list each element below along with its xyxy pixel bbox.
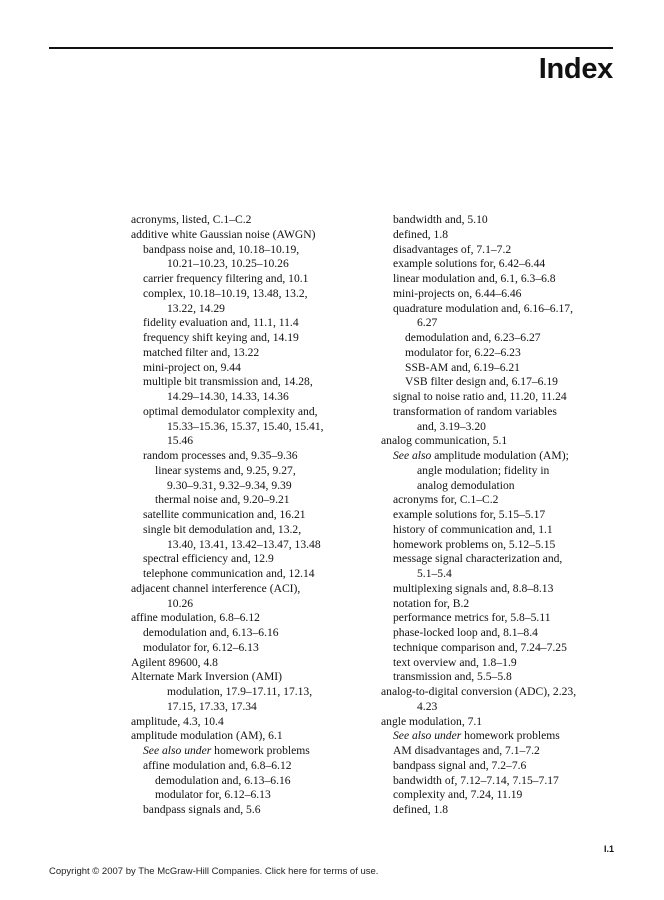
index-entry-text: demodulation and, 6.23–6.27	[405, 331, 541, 344]
index-entry	[381, 685, 621, 700]
index-entry	[381, 390, 621, 405]
index-entry-text: amplitude modulation (AM), 6.1	[131, 729, 283, 743]
index-entry-text: 10.26	[167, 596, 194, 610]
index-entry-text: 13.22, 14.29	[167, 301, 225, 315]
index-entry-text: spectral efficiency and, 12.9	[143, 552, 274, 566]
index-entry	[381, 493, 621, 508]
index-entry-text: defined, 1.8	[393, 803, 449, 816]
index-entry	[131, 316, 381, 331]
index-entry	[381, 715, 621, 730]
index-entry-text: angle modulation, 7.1	[381, 714, 483, 728]
index-entry	[131, 449, 381, 464]
index-entry-text: affine modulation, 6.8–6.12	[131, 611, 260, 625]
index-entry	[381, 316, 621, 331]
index-entry-text: amplitude modulation (AM);	[431, 449, 569, 462]
index-entry-text: technique comparison and, 7.24–7.25	[393, 640, 567, 654]
index-entry-text: thermal noise and, 9.20–9.21	[155, 493, 290, 507]
index-entry	[131, 626, 381, 641]
index-entry-text: 17.15, 17.33, 17.34	[167, 699, 257, 713]
index-entry	[381, 774, 621, 789]
index-entry-text: phase-locked loop and, 8.1–8.4	[393, 626, 538, 639]
index-entry-text: message signal characterization and,	[393, 552, 563, 566]
index-entry	[381, 508, 621, 523]
index-entry	[381, 361, 621, 376]
index-entry-text: homework problems	[211, 744, 310, 757]
index-entry	[131, 552, 381, 567]
index-entry	[381, 700, 621, 715]
index-entry-text: demodulation and, 6.13–6.16	[155, 773, 291, 787]
index-entry	[131, 390, 381, 405]
index-entry-text: AM disadvantages and, 7.1–7.2	[393, 744, 540, 757]
index-entry	[131, 257, 381, 272]
index-entry	[131, 493, 381, 508]
index-entry-text: adjacent channel interference (ACI),	[131, 581, 301, 595]
index-entry	[381, 788, 621, 803]
index-entry-text: bandpass signal and, 7.2–7.6	[393, 758, 527, 772]
index-entry	[131, 272, 381, 287]
index-entry-text: bandwidth of, 7.12–7.14, 7.15–7.17	[393, 773, 559, 787]
index-entry	[131, 744, 381, 759]
index-entry-text: acronyms, listed, C.1–C.2	[131, 213, 252, 226]
index-entry-text: 9.30–9.31, 9.32–9.34, 9.39	[167, 478, 292, 492]
index-entry-text: VSB filter design and, 6.17–6.19	[405, 375, 558, 389]
index-entry	[381, 611, 621, 626]
index-entry-text: quadrature modulation and, 6.16–6.17,	[393, 301, 573, 315]
page-title: Index	[538, 53, 613, 85]
index-entry-text: bandpass signals and, 5.6	[143, 803, 261, 816]
index-entry-text: 6.27	[417, 316, 438, 330]
index-entry	[381, 434, 621, 449]
index-entry	[131, 287, 381, 302]
index-entry-text: SSB-AM and, 6.19–6.21	[405, 360, 520, 374]
index-entry-text: Alternate Mark Inversion (AMI)	[131, 670, 282, 684]
index-entry	[381, 449, 621, 464]
index-entry-text: bandpass noise and, 10.18–10.19,	[143, 242, 300, 256]
index-entry-text: 14.29–14.30, 14.33, 14.36	[167, 390, 289, 403]
index-entry-text: analog-to-digital conversion (ADC), 2.23,	[381, 685, 577, 698]
index-entry	[381, 523, 621, 538]
index-entry-text: modulator for, 6.12–6.13	[155, 788, 271, 802]
index-entry-text: example solutions for, 6.42–6.44	[393, 257, 546, 271]
index-entry-text: defined, 1.8	[393, 227, 449, 241]
index-entry	[381, 759, 621, 774]
index-entry-text: Agilent 89600, 4.8	[131, 655, 218, 669]
index-entry-text: history of communication and, 1.1	[393, 522, 553, 536]
index-entry-text: multiple bit transmission and, 14.28,	[143, 375, 313, 389]
index-entry	[131, 228, 381, 243]
index-entry-text: 13.40, 13.41, 13.42–13.47, 13.48	[167, 537, 321, 551]
index-entry-text: analog demodulation	[417, 478, 515, 492]
index-entry	[131, 523, 381, 538]
index-entry-text: optimal demodulator complexity and,	[143, 404, 318, 418]
index-entry	[381, 375, 621, 390]
index-entry	[131, 243, 381, 258]
header-rule	[49, 47, 613, 49]
index-entry	[131, 656, 381, 671]
index-entry-text: satellite communication and, 16.21	[143, 508, 306, 521]
index-entry-text: and, 3.19–3.20	[417, 419, 486, 433]
index-entry	[381, 302, 621, 317]
index-entry	[131, 567, 381, 582]
index-entry-text: additive white Gaussian noise (AWGN)	[131, 227, 316, 241]
index-entry-text: homework problems	[461, 729, 560, 743]
index-entry-text: complex, 10.18–10.19, 13.48, 13.2,	[143, 286, 308, 300]
index-entry	[131, 788, 381, 803]
index-entry-text: homework problems on, 5.12–5.15	[393, 537, 556, 551]
index-entry-text: signal to noise ratio and, 11.20, 11.24	[393, 390, 567, 403]
index-entry	[381, 641, 621, 656]
index-entry-text: 15.46	[167, 434, 194, 448]
index-entry	[131, 759, 381, 774]
index-entry-text: matched filter and, 13.22	[143, 345, 260, 359]
see-also-label: See also under	[143, 744, 212, 757]
index-entry-text: single bit demodulation and, 13.2,	[143, 522, 302, 536]
see-also-label: See also under	[393, 729, 462, 743]
index-entry	[131, 479, 381, 494]
index-entry-text: transformation of random variables	[393, 404, 557, 418]
index-entry	[131, 582, 381, 597]
index-entry-text: mini-projects on, 6.44–6.46	[393, 286, 522, 300]
index-entry	[381, 272, 621, 287]
index-entry	[381, 479, 621, 494]
index-entry	[381, 405, 621, 420]
page-number: I.1	[603, 844, 614, 854]
index-entry	[381, 582, 621, 597]
index-column-left	[131, 213, 381, 818]
index-entry	[131, 670, 381, 685]
index-entry-text: linear modulation and, 6.1, 6.3–6.8	[393, 272, 556, 285]
index-entry	[131, 729, 381, 744]
index-entry	[381, 803, 621, 818]
index-entry	[131, 302, 381, 317]
index-entry	[381, 420, 621, 435]
index-entry	[131, 538, 381, 553]
index-entry-text: fidelity evaluation and, 11.1, 11.4	[143, 316, 299, 330]
index-entry-text: linear systems and, 9.25, 9.27,	[155, 463, 296, 477]
index-entry-text: modulator for, 6.12–6.13	[143, 640, 259, 654]
index-entry	[131, 213, 381, 228]
index-entry-text: notation for, B.2	[393, 596, 470, 610]
index-entry	[381, 464, 621, 479]
index-entry-text: modulation, 17.9–17.11, 17.13,	[167, 685, 313, 698]
index-entry	[131, 611, 381, 626]
index-entry-text: text overview and, 1.8–1.9	[393, 655, 517, 669]
index-entry-text: modulator for, 6.22–6.23	[405, 345, 521, 359]
index-column-right	[381, 213, 621, 818]
index-entry	[381, 626, 621, 641]
index-entry-text: bandwidth and, 5.10	[393, 213, 488, 226]
index-entry	[131, 685, 381, 700]
index-entry-text: 4.23	[417, 699, 438, 713]
index-entry	[131, 774, 381, 789]
see-also-label: See also	[393, 449, 432, 462]
index-entry-text: random processes and, 9.35–9.36	[143, 449, 298, 462]
index-entry	[131, 641, 381, 656]
index-entry	[381, 243, 621, 258]
index-entry	[131, 375, 381, 390]
index-entry-text: analog communication, 5.1	[381, 434, 508, 448]
index-entry	[381, 552, 621, 567]
index-entry	[131, 508, 381, 523]
index-entry-text: amplitude, 4.3, 10.4	[131, 714, 224, 728]
index-entry-text: disadvantages of, 7.1–7.2	[393, 242, 512, 256]
copyright-text: Copyright © 2007 by The McGraw-Hill Companies.	[49, 866, 265, 877]
index-entry-text: performance metrics for, 5.8–5.11	[393, 611, 551, 625]
index-entry	[131, 715, 381, 730]
index-entry-text: demodulation and, 6.13–6.16	[143, 626, 279, 639]
index-entry	[381, 656, 621, 671]
index-entry	[381, 287, 621, 302]
index-entry-text: 15.33–15.36, 15.37, 15.40, 15.41,	[167, 419, 324, 433]
index-entry-text: affine modulation and, 6.8–6.12	[143, 758, 292, 772]
index-entry	[381, 567, 621, 582]
index-entry	[381, 331, 621, 346]
index-entry-text: carrier frequency filtering and, 10.1	[143, 272, 309, 285]
index-entry-text: mini-project on, 9.44	[143, 360, 241, 374]
terms-of-use-link[interactable]: Click here for terms of use.	[264, 866, 379, 877]
index-entry-text: multiplexing signals and, 8.8–8.13	[393, 581, 554, 595]
index-entry-text: frequency shift keying and, 14.19	[143, 331, 299, 344]
index-entry	[131, 331, 381, 346]
index-entry	[131, 597, 381, 612]
index-entry	[131, 803, 381, 818]
index-entry	[381, 257, 621, 272]
index-entry	[131, 405, 381, 420]
index-entry	[381, 213, 621, 228]
index-entry	[381, 538, 621, 553]
index-entry-text: 10.21–10.23, 10.25–10.26	[167, 257, 289, 271]
index-entry	[381, 346, 621, 361]
index-entry	[131, 361, 381, 376]
index-entry-text: complexity and, 7.24, 11.19	[393, 788, 523, 802]
index-entry-text: 5.1–5.4	[417, 567, 452, 580]
index-entry	[381, 729, 621, 744]
index-entry	[381, 228, 621, 243]
index-entry-text: example solutions for, 5.15–5.17	[393, 508, 546, 521]
index-entry-text: telephone communication and, 12.14	[143, 567, 315, 580]
index-entry	[131, 420, 381, 435]
index-entry-text: angle modulation; fidelity in	[417, 463, 550, 477]
index-entry	[131, 434, 381, 449]
index-entry	[381, 670, 621, 685]
index-entry	[381, 744, 621, 759]
index-entry-text: acronyms for, C.1–C.2	[393, 493, 499, 507]
index-entry-text: transmission and, 5.5–5.8	[393, 670, 512, 684]
index-entry	[131, 700, 381, 715]
index-entry	[131, 464, 381, 479]
index-entry	[131, 346, 381, 361]
index-entry	[381, 597, 621, 612]
footer	[49, 866, 378, 877]
